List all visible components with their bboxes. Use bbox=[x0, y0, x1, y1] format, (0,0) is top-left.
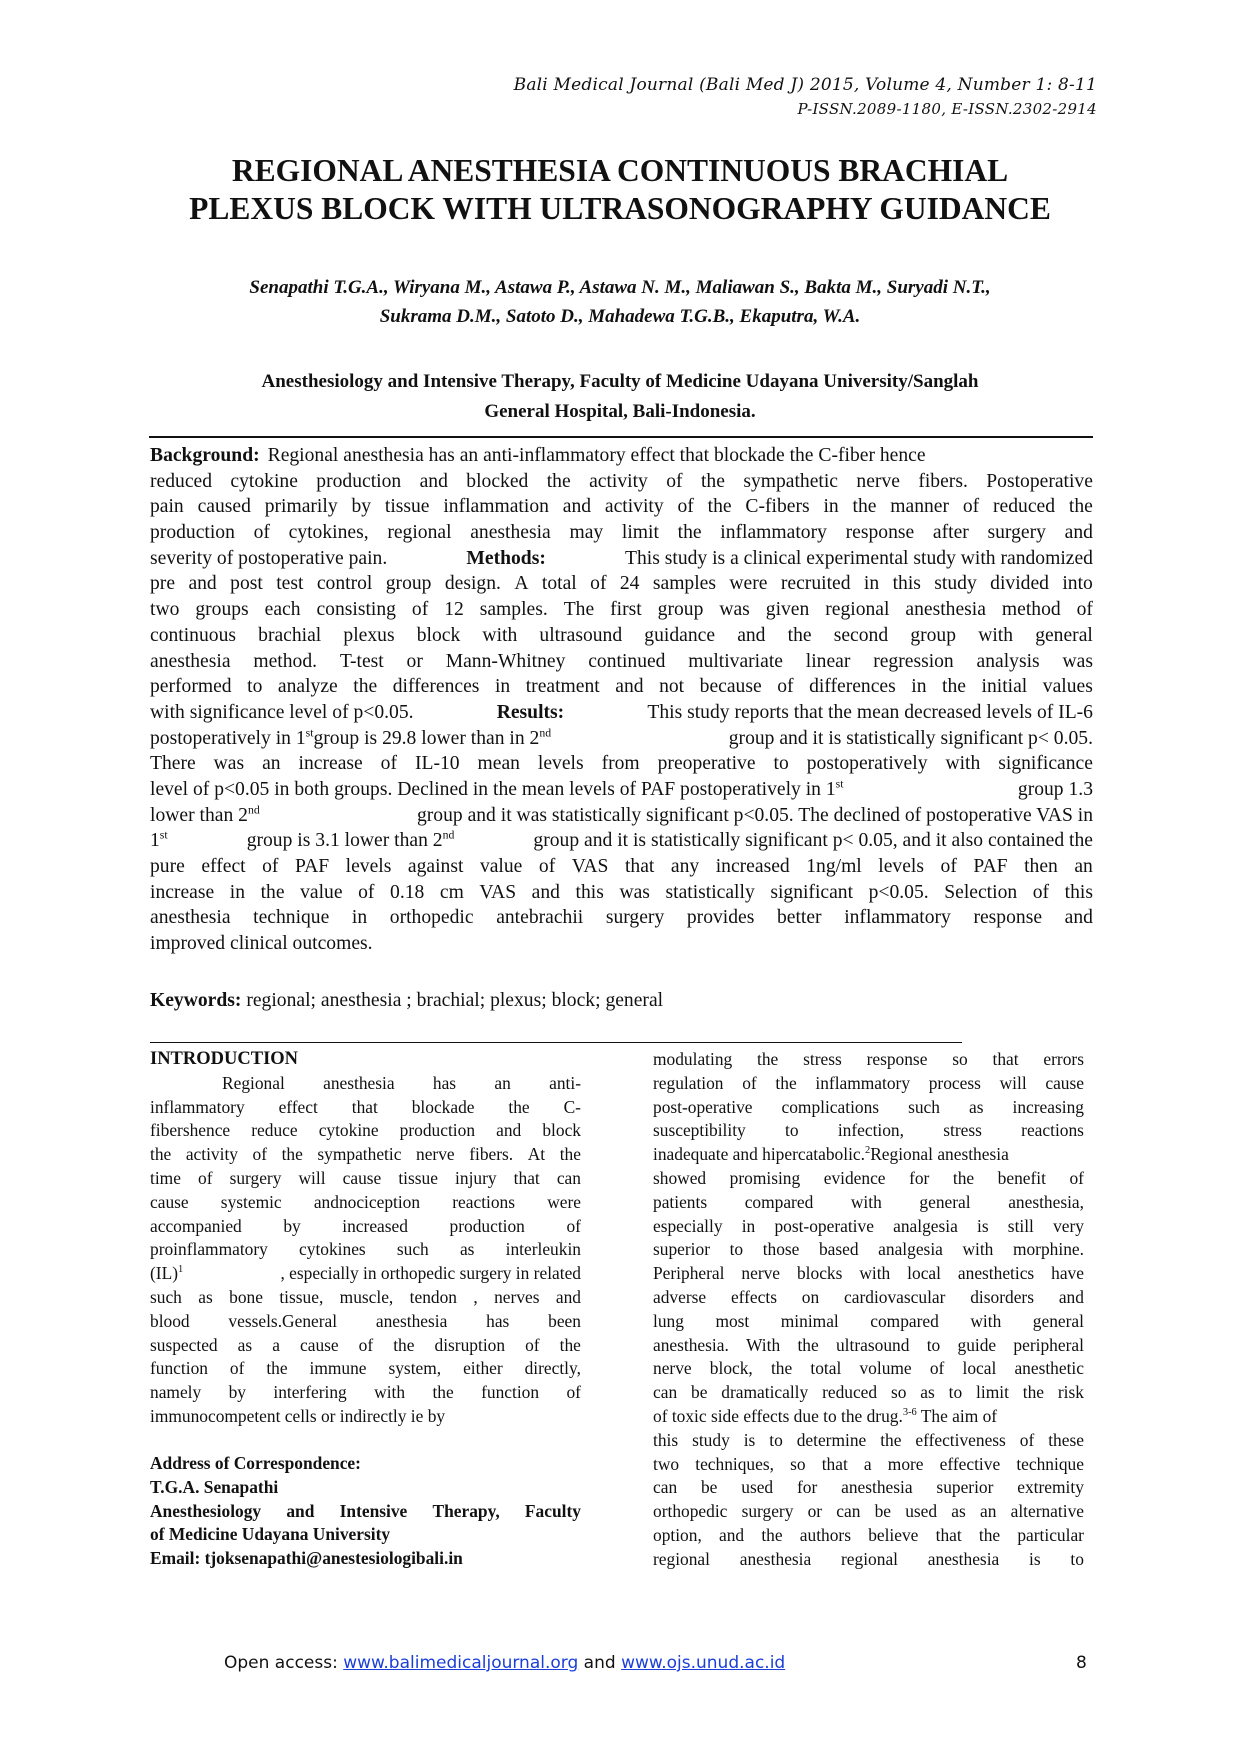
intro-text: inadequate and hipercatabolic. bbox=[653, 1144, 865, 1165]
correspondence-dept: of Medicine Udayana University bbox=[150, 1524, 391, 1545]
intro-line: regulation of the inflammatory process will cause bbox=[653, 1072, 1084, 1093]
abstract-line: two groups each consisting of 12 samples. The first group was given regional anesthesia method of bbox=[150, 599, 1093, 621]
superscript: nd bbox=[247, 803, 260, 817]
intro-line: post-operative complications such as increasing bbox=[653, 1096, 1084, 1117]
abstract-text: This study is a clinical experimental study with randomized bbox=[625, 547, 1093, 569]
intro-line: lung most minimal compared with general bbox=[653, 1310, 1084, 1331]
abstract-text: group and it was statistically significant p<0.05. The declined of postoperative VAS in bbox=[416, 804, 1093, 826]
superscript: st bbox=[305, 726, 314, 740]
intro-text: (IL) bbox=[150, 1263, 178, 1284]
abstract-text: lower than 2 bbox=[150, 804, 248, 826]
intro-text: The aim of bbox=[916, 1405, 998, 1426]
superscript: st bbox=[835, 777, 844, 791]
methods-label: Methods: bbox=[466, 547, 546, 569]
intro-line: cause systemic andnociception reactions were bbox=[150, 1191, 581, 1212]
footer-prefix: Open access: bbox=[224, 1653, 344, 1673]
intro-line: can be used for anesthesia superior extremity bbox=[653, 1477, 1084, 1498]
abstract-text: with significance level of p<0.05. bbox=[150, 701, 414, 723]
abstract-line: pure effect of PAF levels against value of VAS that any increased 1ng/ml levels of PAF then an bbox=[150, 856, 1093, 877]
intro-line: the activity of the sympathetic nerve fibers. At the bbox=[150, 1144, 581, 1165]
intro-line: modulating the stress response so that errors bbox=[653, 1049, 1084, 1069]
correspondence-name: T.G.A. Senapathi bbox=[150, 1476, 279, 1497]
authors-line: Senapathi T.G.A., Wiryana M., Astawa P., Astawa N. M., Maliawan S., Bakta M., Suryadi N.T., bbox=[249, 277, 991, 298]
intro-line: option, and the authors believe that the particular bbox=[653, 1524, 1084, 1545]
issn-line: P-ISSN.2089-1180, E-ISSN.2302-2914 bbox=[797, 100, 1097, 118]
intro-line: patients compared with general anesthesia, bbox=[653, 1191, 1084, 1212]
superscript: nd bbox=[539, 726, 552, 740]
intro-line: blood vessels.General anesthesia has been bbox=[150, 1310, 581, 1331]
abstract-text: postoperatively in 1 bbox=[150, 727, 306, 749]
intro-line: proinflammatory cytokines such as interleukin bbox=[150, 1239, 581, 1260]
intro-line: namely by interfering with the function of bbox=[150, 1382, 581, 1403]
abstract-line: pain caused primarily by tissue inflammation and activity of the C-fibers in the manner of reduced the bbox=[150, 496, 1093, 518]
keywords-label: Keywords: bbox=[150, 990, 242, 1011]
results-label: Results: bbox=[496, 701, 565, 723]
footer-conj: and bbox=[578, 1653, 622, 1673]
citation-ref: 3-6 bbox=[902, 1407, 917, 1419]
intro-line: time of surgery will cause tissue injury that can bbox=[150, 1167, 581, 1188]
ojs-link[interactable]: www.ojs.unud.ac.id bbox=[621, 1653, 786, 1673]
affiliation-line: Anesthesiology and Intensive Therapy, Faculty of Medicine Udayana University/Sanglah bbox=[261, 371, 979, 392]
abstract-text: group and it is statistically significant p< 0.05, and it also contained the bbox=[533, 830, 1093, 852]
abstract-line: production of cytokines, regional anesthesia may limit the inflammatory response after surgery and bbox=[150, 522, 1093, 544]
abstract-divider bbox=[149, 436, 1093, 438]
intro-line: can be dramatically reduced so as to limit the risk bbox=[653, 1382, 1084, 1403]
abstract-text: group is 29.8 lower than in 2 bbox=[313, 727, 540, 749]
keywords bbox=[150, 990, 663, 1012]
superscript: nd bbox=[442, 828, 455, 842]
intro-text: Regional anesthesia bbox=[870, 1144, 1009, 1165]
intro-line: immunocompetent cells or indirectly ie by bbox=[150, 1405, 446, 1426]
correspondence-dept: Anesthesiology and Intensive Therapy, Faculty bbox=[150, 1500, 581, 1521]
section-divider bbox=[150, 1042, 962, 1043]
page-number: 8 bbox=[1076, 1653, 1087, 1673]
intro-text: of toxic side effects due to the drug. bbox=[653, 1405, 903, 1426]
intro-line: orthopedic surgery or can be used as an alternative bbox=[653, 1501, 1084, 1522]
abstract-line: continuous brachial plexus block with ultrasound guidance and the second group with general bbox=[150, 624, 1093, 646]
correspondence-heading: Address of Correspondence: bbox=[150, 1453, 361, 1473]
abstract-line: anesthesia method. T-test or Mann-Whitney continued multivariate linear regression analysis was bbox=[150, 650, 1093, 672]
abstract-line: increase in the value of 0.18 cm VAS and this was statistically significant p<0.05. Selection of this bbox=[150, 881, 1093, 903]
intro-left-column bbox=[150, 1048, 581, 1429]
abstract-line: pre and post test control group design. A total of 24 samples were recruited in this study divided into bbox=[150, 573, 1093, 595]
intro-line: accompanied by increased production of bbox=[150, 1215, 581, 1236]
superscript: st bbox=[159, 828, 168, 842]
intro-line: this study is to determine the effectiveness of these bbox=[653, 1429, 1084, 1450]
intro-line: superior to those based analgesia with morphine. bbox=[653, 1239, 1084, 1260]
intro-line: function of the immune system, either directly, bbox=[150, 1358, 581, 1379]
abstract-line: There was an increase of IL-10 mean levels from preoperative to postoperatively with significance bbox=[150, 753, 1093, 775]
abstract-text: group and it is statistically significant p< 0.05. bbox=[728, 727, 1093, 749]
abstract-text: level of p<0.05 in both groups. Declined in the mean levels of PAF postoperatively in 1 bbox=[150, 778, 836, 800]
footer bbox=[224, 1653, 785, 1673]
abstract-line: improved clinical outcomes. bbox=[150, 933, 373, 955]
intro-line: nerve block, the total volume of local anesthetic bbox=[653, 1358, 1084, 1379]
title-line: REGIONAL ANESTHESIA CONTINUOUS BRACHIAL bbox=[231, 153, 1009, 188]
authors-line: Sukrama D.M., Satoto D., Mahadewa T.G.B., Ekaputra, W.A. bbox=[379, 306, 861, 327]
intro-line: two techniques, so that a more effective technique bbox=[653, 1453, 1084, 1474]
abstract-text: group is 3.1 lower than 2 bbox=[246, 830, 443, 852]
abstract-text: 1 bbox=[150, 830, 160, 852]
abstract-line: performed to analyze the differences in treatment and not because of differences in the initial values bbox=[150, 676, 1093, 698]
intro-line: showed promising evidence for the benefit of bbox=[653, 1167, 1084, 1188]
affiliation bbox=[140, 367, 1100, 427]
citation-ref: 2 bbox=[864, 1145, 871, 1157]
article-title bbox=[140, 152, 1100, 228]
abstract-line: anesthesia technique in orthopedic antebrachii surgery provides better inflammatory response and bbox=[150, 907, 1093, 929]
author-list bbox=[140, 273, 1100, 331]
intro-line: Regional anesthesia has an anti- bbox=[222, 1072, 581, 1093]
intro-line: Peripheral nerve blocks with local anesthetics have bbox=[653, 1263, 1084, 1284]
abstract-line: reduced cytokine production and blocked the activity of the sympathetic nerve fibers. Postoperative bbox=[150, 470, 1093, 492]
intro-line: especially in post-operative analgesia is still very bbox=[653, 1215, 1084, 1236]
intro-text: , especially in orthopedic surgery in related bbox=[280, 1263, 581, 1284]
journal-link[interactable]: www.balimedicaljournal.org bbox=[343, 1653, 579, 1673]
abstract bbox=[150, 443, 1093, 957]
affiliation-line: General Hospital, Bali-Indonesia. bbox=[484, 401, 756, 422]
correspondence-email: Email: tjoksenapathi@anestesiologibali.in bbox=[150, 1548, 463, 1569]
intro-line: inflammatory effect that blockade the C- bbox=[150, 1096, 581, 1117]
intro-line: such as bone tissue, muscle, tendon , nerves and bbox=[150, 1286, 581, 1307]
intro-line: susceptibility to infection, stress reactions bbox=[653, 1120, 1084, 1141]
abstract-text: Regional anesthesia has an anti-inflammatory effect that blockade the C-fiber hence bbox=[267, 445, 926, 466]
journal-header: Bali Medical Journal (Bali Med J) 2015, Volume 4, Number 1: 8-11 bbox=[513, 75, 1097, 95]
intro-right-column bbox=[653, 1048, 1084, 1572]
intro-line: suspected as a cause of the disruption of the bbox=[150, 1334, 581, 1355]
intro-heading: INTRODUCTION bbox=[150, 1049, 299, 1069]
intro-line: anesthesia. With the ultrasound to guide peripheral bbox=[653, 1334, 1084, 1355]
correspondence-block bbox=[150, 1452, 581, 1571]
abstract-text: This study reports that the mean decreased levels of IL-6 bbox=[647, 701, 1093, 723]
intro-line: adverse effects on cardiovascular disorders and bbox=[653, 1286, 1084, 1307]
intro-line: fibershence reduce cytokine production and block bbox=[150, 1120, 581, 1141]
title-line: PLEXUS BLOCK WITH ULTRASONOGRAPHY GUIDANCE bbox=[189, 191, 1051, 226]
citation-ref: 1 bbox=[178, 1264, 184, 1276]
abstract-text: severity of postoperative pain. bbox=[150, 547, 388, 569]
background-label: Background: bbox=[150, 445, 260, 466]
abstract-text: group 1.3 bbox=[1017, 778, 1093, 800]
keywords-text: regional; anesthesia ; brachial; plexus; block; general bbox=[241, 990, 664, 1011]
intro-line: regional anesthesia regional anesthesia is to bbox=[653, 1548, 1084, 1569]
